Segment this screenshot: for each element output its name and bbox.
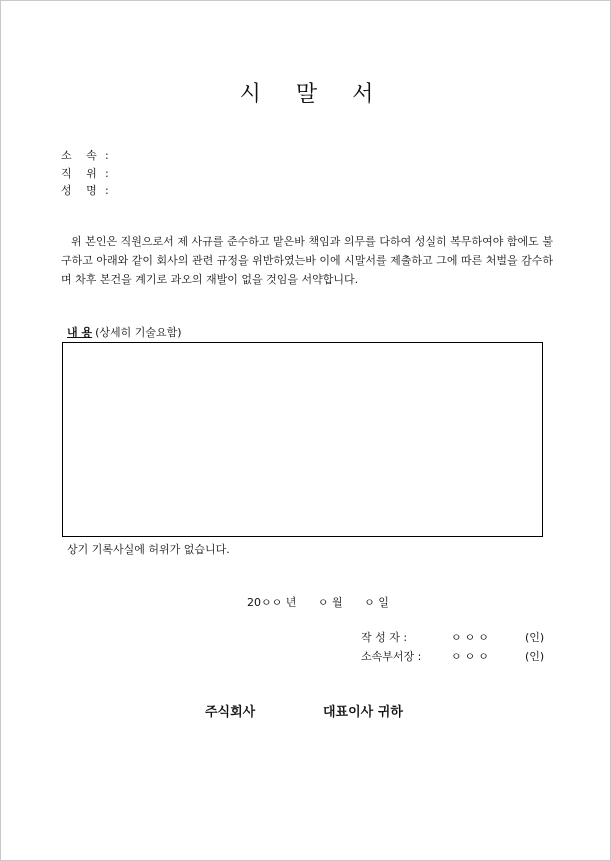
signature-role: 작 성 자 : bbox=[361, 631, 408, 644]
signature-row-author bbox=[361, 629, 544, 645]
seal-mark: (인) bbox=[525, 650, 545, 663]
info-separator: : bbox=[105, 184, 109, 197]
info-label: 성 명 bbox=[61, 184, 97, 197]
signature-name: ㅇㅇㅇ bbox=[451, 631, 492, 644]
addressee: 대표이사 귀하 bbox=[323, 705, 403, 720]
signature-row-manager bbox=[361, 648, 544, 664]
content-label: 내 용 bbox=[67, 326, 93, 339]
info-row-position bbox=[61, 165, 109, 181]
signature-name: ㅇㅇㅇ bbox=[451, 650, 492, 663]
date-day: ㅇ 일 bbox=[364, 596, 389, 609]
info-label: 소 속 bbox=[61, 149, 97, 162]
document-title: 시 말 서 bbox=[239, 82, 374, 107]
content-hint: (상세히 기술요함) bbox=[95, 326, 182, 339]
date-line bbox=[247, 594, 393, 610]
info-row-affiliation bbox=[61, 147, 109, 163]
info-separator: : bbox=[105, 167, 109, 180]
info-row-name bbox=[61, 182, 109, 198]
info-separator: : bbox=[105, 149, 109, 162]
confirm-statement: 상기 기록사실에 허위가 없습니다. bbox=[67, 543, 230, 556]
content-section-label bbox=[67, 324, 182, 340]
content-box[interactable] bbox=[62, 342, 543, 537]
seal-mark: (인) bbox=[525, 631, 545, 644]
info-label: 직 위 bbox=[61, 167, 97, 180]
company-name: 주식회사 bbox=[205, 705, 256, 720]
pledge-text: 위 본인은 직원으로서 제 사규를 준수하고 맡은바 책임과 의무를 다하여 성실히 복무하여야 함에도 불구하고 아래와 같이 회사의 관련 규정을 위반하였는바 이에 시말서를 제출하고 그에 따른 처벌을 감수하며 차후 본건을 계기로 과오의 재발이 없을 것임을 서약합니다. bbox=[61, 235, 553, 286]
date-month: ㅇ 월 bbox=[317, 596, 343, 609]
date-year: 20ㅇㅇ 년 bbox=[247, 596, 297, 609]
signature-role: 소속부서장 : bbox=[361, 650, 422, 663]
